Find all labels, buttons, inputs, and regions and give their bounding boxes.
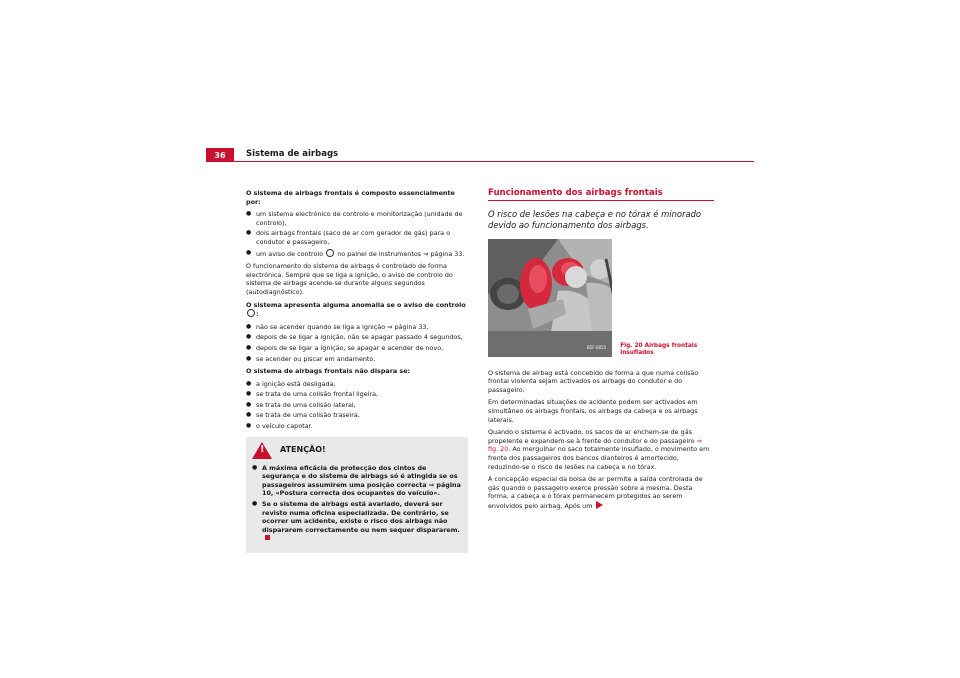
list-item: ● depois de se ligar a ignição, não se apagar passado 4 segundos, [246, 333, 468, 342]
airbag-warning-lamp-icon [247, 309, 255, 317]
anomaly-title-suffix: : [256, 310, 259, 319]
warning-triangle-icon: ! [252, 442, 272, 459]
paragraph [488, 428, 714, 471]
attention-title: ATENÇÃO! [280, 444, 326, 454]
list-item: ● um sistema electrónico de controlo e monitorização (unidade de controlo), [246, 210, 468, 227]
anomaly-title [246, 301, 468, 319]
paragraph-text: A concepção especial da bolsa de ar permite a saída controlada de gás quando o passageiro exerce pressão sobre a mesma. Desta forma, a cabeça e o tórax permanecem protegidos ao serem envolvidos pelo airbag. Após um [488, 475, 703, 510]
figure-code: B5F-0055 [586, 345, 607, 350]
list-item-text: um aviso de controlo [256, 249, 324, 258]
section-rule [488, 200, 714, 201]
paragraph: Em determinadas situações de acidente podem ser activados em simultâneo os airbags frontais, os airbags da cabeça e os airbags laterais. [488, 398, 698, 424]
attention-list [252, 464, 462, 543]
intro-list [246, 210, 468, 258]
figure-caption: Fig. 20 Airbags frontais insuflados [620, 342, 698, 356]
list-item-text: Se o sistema de airbags está avariado, deverá ser revisto numa oficina especializada. De contrário, se ocorrer um acidente, existe o risco dos airbags não dispararem correctamente ou nem sequer dispararem. [262, 500, 460, 534]
list-item: ● se trata de uma colisão frontal ligeira, [246, 390, 468, 399]
paragraph: O sistema de airbag está concebido de forma a que numa colisão frontal violenta sejam activados os airbags do condutor e do passageiro. [488, 368, 699, 394]
section-subtitle: O risco de lesões na cabeça e no tórax é minorado devido ao funcionamento dos airbags. [488, 208, 702, 230]
left-column [246, 189, 468, 553]
list-item [246, 249, 468, 259]
section-title: Funcionamento dos airbags frontais [488, 188, 663, 198]
list-item: ● se trata de uma colisão traseira, [246, 411, 468, 420]
attention-header [252, 442, 462, 459]
list-item: ● se acender ou piscar em andamento. [246, 355, 468, 364]
continue-arrow-icon [596, 501, 603, 509]
list-item: ● não se acender quando se liga a ignição ⇒ página 33, [246, 323, 468, 332]
end-mark-icon [265, 535, 270, 540]
page-number: 36 [206, 148, 234, 162]
list-item: ● se trata de uma colisão lateral, [246, 401, 468, 410]
header-rule [206, 161, 754, 162]
anomaly-list [246, 323, 468, 363]
list-item: ● A máxima eficácia de protecção dos cintos de segurança e do sistema de airbags só é atingida se os passageiros assumirem uma posição correcta ⇒ página 10, «Postura correcta dos ocupantes do veículo». [252, 464, 462, 498]
list-item: ● a ignição está desligada, [246, 380, 468, 389]
list-item: ● o veículo capotar. [246, 422, 468, 431]
intro-title: O sistema de airbags frontais é composto essencialmente por: [246, 189, 455, 206]
airbag-illustration [488, 239, 612, 357]
paragraph-text: . Ao mergulhar no saco totalmente insuflado, o movimento em frente dos passageiros dos bancos dianteiros é amortecido, reduzindo-se o risco de lesões na cabeça e no tórax. [488, 445, 710, 471]
figure-link[interactable]: ⇒ fig. 20 [488, 436, 702, 454]
paragraph [488, 475, 714, 510]
list-item: ● dois airbags frontais (saco de ar com gerador de gás) para o condutor e passageiro, [246, 229, 468, 246]
right-column [488, 189, 714, 515]
airbag-warning-lamp-icon [326, 249, 334, 257]
nodeploy-list [246, 380, 468, 431]
paragraph-text: Quando o sistema é activado, os sacos de ar enchem-se de gás propelente e expandem-se à frente do condutor e do passageiro [488, 428, 697, 445]
figure-row [488, 239, 714, 357]
list-item-text: no painel de instrumentos ⇒ página 33. [337, 249, 465, 258]
chapter-title: Sistema de airbags [246, 149, 339, 159]
anomaly-title-text: O sistema apresenta alguma anomalia se o aviso de controlo [246, 300, 466, 309]
airbag-figure-image [488, 239, 612, 357]
attention-box [246, 437, 468, 553]
nodeploy-title: O sistema de airbags frontais não dispara se: [246, 367, 411, 376]
list-item [252, 500, 462, 543]
paragraph: O funcionamento do sistema de airbags é controlado de forma electrónica. Sempre que se liga a ignição, o aviso de controlo do sistema de airbags acende-se durante alguns segundos (autodiagnóstico). [246, 262, 453, 296]
list-item: ● depois de se ligar a ignição, se apagar e acender de novo, [246, 344, 468, 353]
